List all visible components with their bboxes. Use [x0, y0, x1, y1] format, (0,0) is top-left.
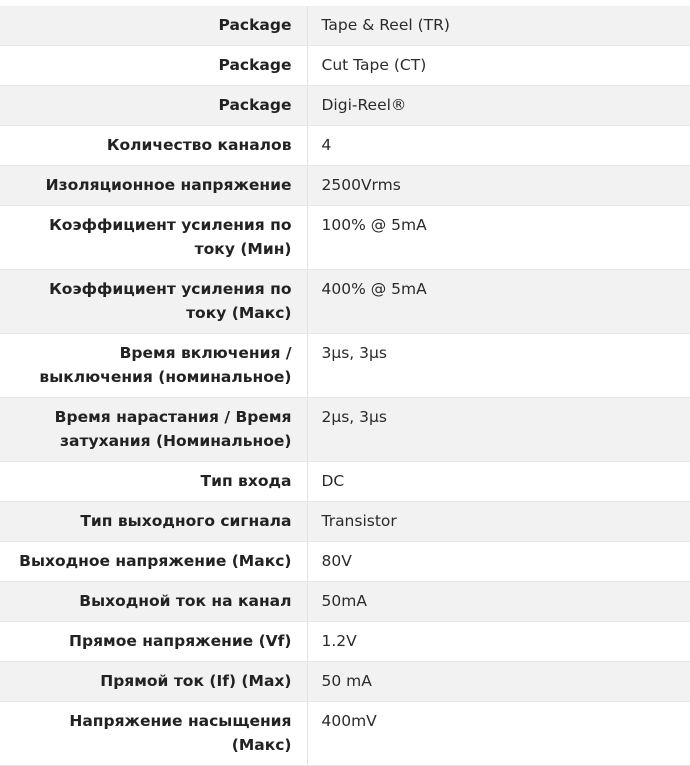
spec-row-forward-current-max: [0, 662, 690, 702]
spec-label: Package: [0, 46, 307, 86]
spec-row-package-ct: [0, 46, 690, 86]
spec-row-ctr-min: [0, 206, 690, 270]
spec-label: Выходное напряжение (Макс): [0, 542, 307, 582]
spec-row-input-type: [0, 462, 690, 502]
spec-label: Тип выходного сигнала: [0, 502, 307, 542]
spec-label: Напряжение насыщения (Макс): [0, 702, 307, 766]
spec-row-output-voltage-max: [0, 542, 690, 582]
spec-value: 80V: [307, 542, 690, 582]
spec-label: Прямое напряжение (Vf): [0, 622, 307, 662]
spec-value: 2µs, 3µs: [307, 398, 690, 462]
spec-label: Выходной ток на канал: [0, 582, 307, 622]
spec-value: Cut Tape (CT): [307, 46, 690, 86]
spec-label: Package: [0, 6, 307, 46]
spec-row-turn-on-off-time: [0, 334, 690, 398]
spec-value: 400% @ 5mA: [307, 270, 690, 334]
spec-label: Время нарастания / Время затухания (Номинальное): [0, 398, 307, 462]
spec-value: 4: [307, 126, 690, 166]
spec-label: Прямой ток (If) (Max): [0, 662, 307, 702]
spec-row-package-digireel: [0, 86, 690, 126]
spec-value: Digi-Reel®: [307, 86, 690, 126]
spec-label: Изоляционное напряжение: [0, 166, 307, 206]
spec-value: Tape & Reel (TR): [307, 6, 690, 46]
spec-row-forward-voltage: [0, 622, 690, 662]
spec-value: 100% @ 5mA: [307, 206, 690, 270]
spec-label: Время включения / выключения (номинальное): [0, 334, 307, 398]
spec-value: DC: [307, 462, 690, 502]
spec-row-output-current-per-channel: [0, 582, 690, 622]
spec-label: Тип входа: [0, 462, 307, 502]
spec-value: 400mV: [307, 702, 690, 766]
spec-value: 50mA: [307, 582, 690, 622]
spec-row-package-tr: [0, 6, 690, 46]
spec-value: 3µs, 3µs: [307, 334, 690, 398]
spec-value: Transistor: [307, 502, 690, 542]
spec-value: 1.2V: [307, 622, 690, 662]
spec-row-isolation-voltage: [0, 166, 690, 206]
spec-label: Package: [0, 86, 307, 126]
spec-table: [0, 6, 690, 766]
spec-value: 2500Vrms: [307, 166, 690, 206]
spec-label: Количество каналов: [0, 126, 307, 166]
spec-label: Коэффициент усиления по току (Мин): [0, 206, 307, 270]
spec-label: Коэффициент усиления по току (Макс): [0, 270, 307, 334]
spec-row-ctr-max: [0, 270, 690, 334]
spec-row-rise-fall-time: [0, 398, 690, 462]
spec-row-saturation-voltage-max: [0, 702, 690, 766]
spec-row-channels: [0, 126, 690, 166]
spec-value: 50 mA: [307, 662, 690, 702]
spec-row-output-type: [0, 502, 690, 542]
